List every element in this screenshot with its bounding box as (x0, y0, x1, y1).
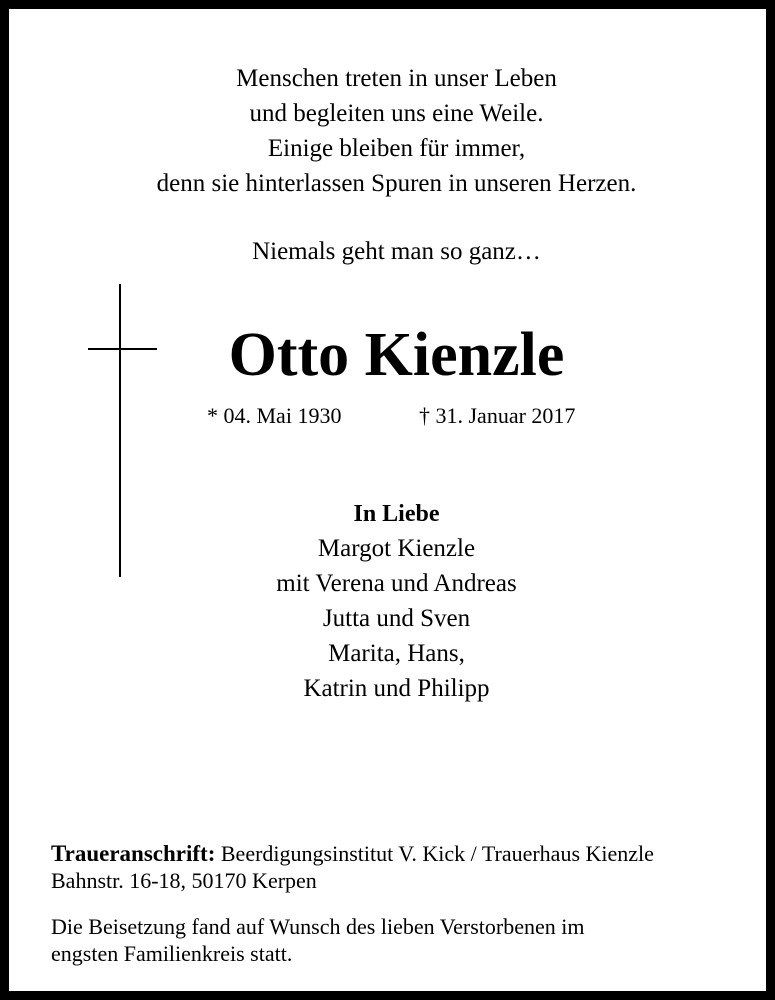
mourner-line-5: Katrin und Philipp (303, 675, 490, 702)
note-line-1: Die Beisetzung fand auf Wunsch des lieben Verstorbenen im (51, 914, 585, 939)
mourner-line-4: Marita, Hans, (328, 640, 465, 667)
note-line-2: engsten Familienkreis statt. (51, 941, 293, 966)
address-line-1 (51, 840, 751, 867)
mourners-block (9, 497, 775, 706)
address-label: Traueranschrift: (51, 841, 216, 866)
deceased-name: Otto Kienzle (228, 321, 565, 389)
poem-line-1: Menschen treten in unser Leben (236, 65, 557, 92)
birth-date: * 04. Mai 1930 (207, 403, 342, 428)
poem-line-3: Einige bleiben für immer, (267, 135, 526, 162)
address-text: Beerdigungsinstitut V. Kick / Trauerhaus Kienzle (220, 841, 654, 866)
poem (9, 61, 775, 201)
address-line-2: Bahnstr. 16-18, 50170 Kerpen (51, 868, 317, 893)
death-date: † 31. Januar 2017 (419, 403, 576, 428)
mourners-heading: In Liebe (353, 501, 440, 527)
mourner-line-2: mit Verena und Andreas (276, 570, 517, 597)
mourner-line-3: Jutta und Sven (322, 605, 471, 632)
mourner-line-1: Margot Kienzle (317, 535, 476, 562)
poem-line-2: und begleiten uns eine Weile. (249, 100, 544, 127)
poem-line-4: denn sie hinterlassen Spuren in unseren Herzen. (156, 170, 637, 197)
poem-closing: Niemals geht man so ganz… (252, 238, 541, 265)
